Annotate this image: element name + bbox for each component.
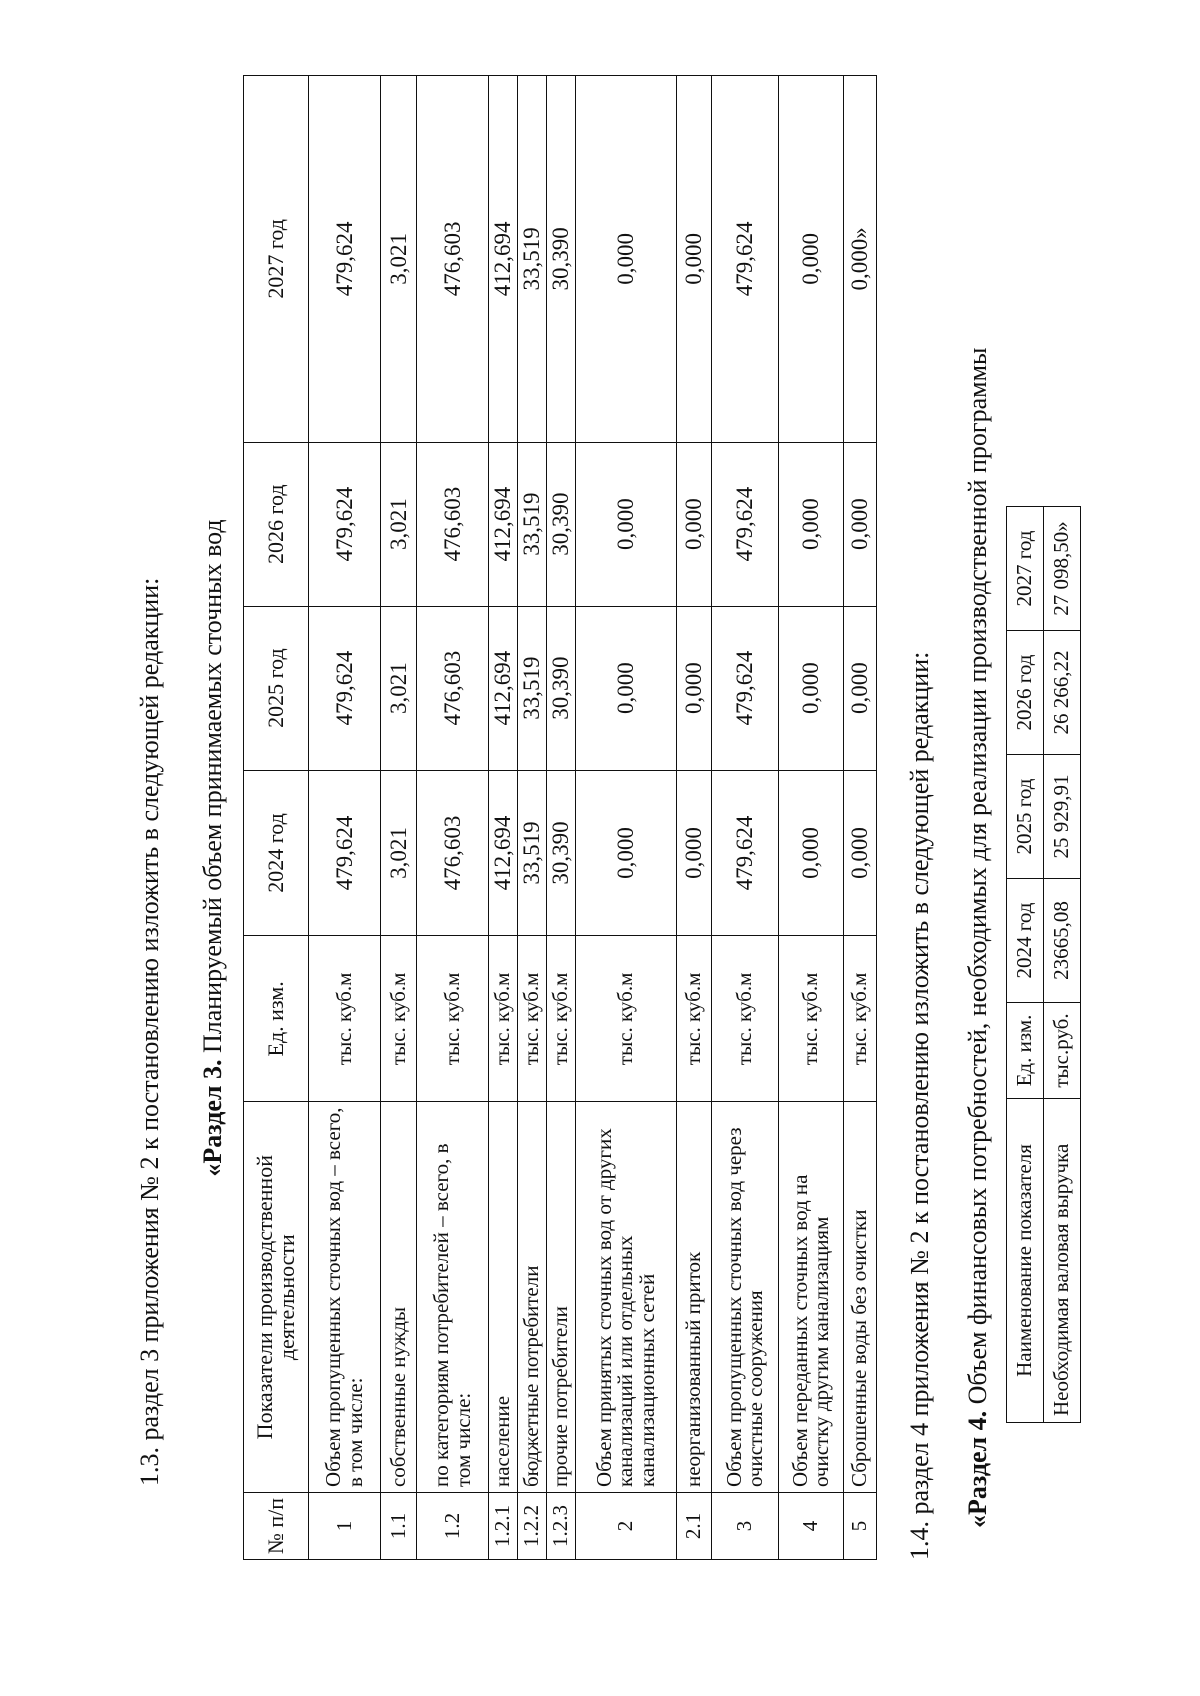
value-2027: 27 098,50» [1044,507,1081,631]
value-2024: 479,624 [712,770,779,936]
row-indicator: прочие потребители [547,1102,576,1493]
table-row [518,76,547,1560]
section-4-prefix: «Раздел 4. [963,1410,992,1528]
value-2025: 412,694 [489,606,518,770]
table-row [844,76,877,1560]
header-2024: 2024 год [244,770,309,936]
section-3-prefix: «Раздел 3. [198,1059,227,1177]
value-2027: 0,000» [844,76,877,443]
header-2024: 2024 год [1007,879,1044,1003]
value-2027: 33,519 [518,76,547,443]
value-2024: 3,021 [381,770,417,936]
row-unit: тыс. куб.м [381,936,417,1102]
value-2027: 476,603 [417,76,489,443]
value-2026: 33,519 [518,442,547,606]
row-unit: тыс.руб. [1044,1003,1081,1099]
value-2027: 412,694 [489,76,518,443]
row-indicator: собственные нужды [381,1102,417,1493]
row-unit: тыс. куб.м [518,936,547,1102]
value-2026: 0,000 [844,442,877,606]
table-header-row [1007,507,1044,1423]
table-row [677,76,712,1560]
row-indicator: по категориям потребителей – всего, в том числе: [417,1102,489,1493]
value-2024: 412,694 [489,770,518,936]
value-2026: 479,624 [712,442,779,606]
row-no: 2.1 [677,1493,712,1560]
value-2025: 3,021 [381,606,417,770]
value-2024: 23665,08 [1044,879,1081,1003]
header-no: № п/п [244,1493,309,1560]
row-indicator: неорганизованный приток [677,1102,712,1493]
row-indicator: население [489,1102,518,1493]
header-2027: 2027 год [244,76,309,443]
row-unit: тыс. куб.м [417,936,489,1102]
table-row [1044,507,1081,1423]
section-4-title-text: Объем финансовых потребностей, необходимых для реализации производственной программы [963,347,992,1411]
value-2026: 479,624 [309,442,381,606]
row-unit: тыс. куб.м [677,936,712,1102]
value-2025: 0,000 [779,606,844,770]
header-indicator: Показатели производственной деятельности [244,1102,309,1493]
paragraph-1-3: 1.3. раздел 3 приложения № 2 к постановлению изложить в следующей редакции: [135,577,164,1486]
value-2025: 0,000 [576,606,677,770]
value-2026: 3,021 [381,442,417,606]
row-unit: тыс. куб.м [547,936,576,1102]
header-2026: 2026 год [1007,631,1044,755]
header-indicator-name: Наименование показателя [1007,1099,1044,1423]
row-indicator: Сброшенные воды без очистки [844,1102,877,1493]
table-row [576,76,677,1560]
row-unit: тыс. куб.м [576,936,677,1102]
table-row [381,76,417,1560]
section-4-title [963,347,993,1528]
section-3-table [243,75,877,1560]
row-no: 4 [779,1493,844,1560]
value-2026: 412,694 [489,442,518,606]
row-no: 1.1 [381,1493,417,1560]
value-2027: 30,390 [547,76,576,443]
row-no: 1.2 [417,1493,489,1560]
table-header-row [244,76,309,1560]
table-row [547,76,576,1560]
value-2026: 30,390 [547,442,576,606]
row-no: 1.2.3 [547,1493,576,1560]
value-2025: 30,390 [547,606,576,770]
value-2026: 26 266,22 [1044,631,1081,755]
row-indicator: Необходимая валовая выручка [1044,1099,1081,1423]
header-2027: 2027 год [1007,507,1044,631]
section-4-table [1006,506,1081,1423]
value-2025: 0,000 [677,606,712,770]
section-3-title-text: Планируемый объем принимаемых сточных вод [198,519,227,1060]
row-unit: тыс. куб.м [309,936,381,1102]
value-2024: 0,000 [576,770,677,936]
table-row [309,76,381,1560]
header-2025: 2025 год [1007,755,1044,879]
header-2026: 2026 год [244,442,309,606]
header-unit: Ед. изм. [244,936,309,1102]
value-2025: 0,000 [844,606,877,770]
row-no: 5 [844,1493,877,1560]
section-3-title [198,0,228,1696]
value-2025: 33,519 [518,606,547,770]
header-2025: 2025 год [244,606,309,770]
row-unit: тыс. куб.м [489,936,518,1102]
row-no: 3 [712,1493,779,1560]
value-2024: 0,000 [779,770,844,936]
value-2027: 3,021 [381,76,417,443]
table-row [779,76,844,1560]
table-row [489,76,518,1560]
value-2026: 0,000 [576,442,677,606]
row-indicator: Объем пропущенных сточных вод через очистные сооружения [712,1102,779,1493]
value-2025: 25 929,91 [1044,755,1081,879]
value-2024: 479,624 [309,770,381,936]
value-2024: 30,390 [547,770,576,936]
value-2024: 0,000 [844,770,877,936]
value-2027: 479,624 [309,76,381,443]
row-indicator: Объем принятых сточных вод от других канализаций или отдельных канализационных сетей [576,1102,677,1493]
value-2024: 476,603 [417,770,489,936]
row-no: 1.2.2 [518,1493,547,1560]
value-2025: 479,624 [712,606,779,770]
table-row [417,76,489,1560]
value-2026: 0,000 [779,442,844,606]
value-2025: 476,603 [417,606,489,770]
row-no: 1.2.1 [489,1493,518,1560]
row-no: 1 [309,1493,381,1560]
row-no: 2 [576,1493,677,1560]
value-2025: 479,624 [309,606,381,770]
row-indicator: бюджетные потребители [518,1102,547,1493]
paragraph-1-4: 1.4. раздел 4 приложения № 2 к постановлению изложить в следующей редакции: [905,651,934,1560]
header-unit: Ед. изм. [1007,1003,1044,1099]
row-indicator: Объем пропущенных сточных вод – всего, в том числе: [309,1102,381,1493]
value-2027: 0,000 [779,76,844,443]
row-unit: тыс. куб.м [712,936,779,1102]
value-2027: 479,624 [712,76,779,443]
value-2027: 0,000 [677,76,712,443]
value-2024: 33,519 [518,770,547,936]
value-2026: 0,000 [677,442,712,606]
table-row [712,76,779,1560]
value-2027: 0,000 [576,76,677,443]
row-unit: тыс. куб.м [779,936,844,1102]
value-2026: 476,603 [417,442,489,606]
row-unit: тыс. куб.м [844,936,877,1102]
value-2024: 0,000 [677,770,712,936]
row-indicator: Объем переданных сточных вод на очистку другим канализациям [779,1102,844,1493]
